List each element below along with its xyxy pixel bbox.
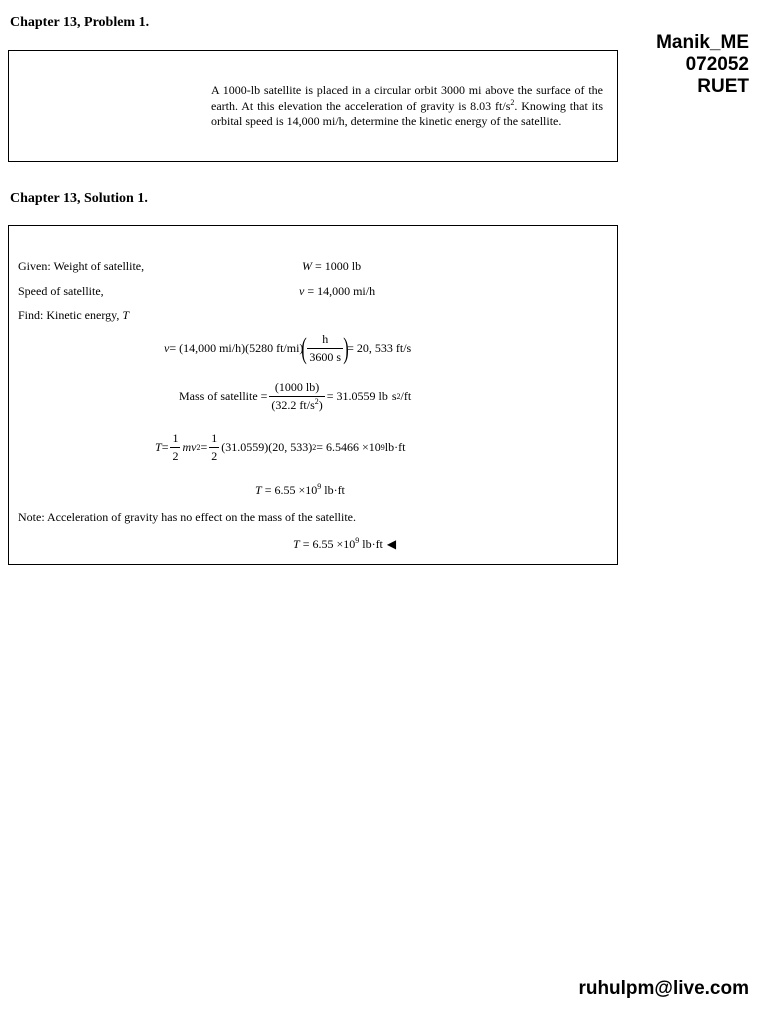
speed-value: v = 14,000 mi/h	[299, 284, 376, 298]
speed-label: Speed of satellite,	[18, 284, 104, 298]
solution-heading: Chapter 13, Solution 1.	[10, 191, 148, 206]
author-roll: 072052	[685, 54, 749, 75]
author-name: Manik_ME	[656, 32, 749, 53]
answer-marker-icon: ◀	[386, 537, 397, 551]
given-weight-label: Given: Weight of satellite,	[18, 259, 145, 273]
final-answer: $T = 6.55 \times 10^9$ lb·ft ◀	[293, 536, 397, 551]
note-text: Note: Acceleration of gravity has no effect on the mass of the satellite.	[18, 510, 356, 524]
velocity-equation: v = (14,000 mi/h)(5280 ft/mi) ( $\frac{h}{3600 s}$ ) = 20, 533 ft/s	[164, 331, 412, 365]
find-label: Find: Kinetic energy, T	[18, 308, 130, 322]
mass-equation: Mass of satellite = $\frac{(1000 lb)}{(32.2 ft/s^2)}$ = 31.0559 lb s 2 /ft	[179, 380, 412, 412]
problem-box	[8, 50, 618, 162]
given-weight-value: W = 1000 lb	[302, 259, 362, 273]
problem-heading: Chapter 13, Problem 1.	[10, 15, 150, 30]
solution-box	[8, 225, 618, 565]
kinetic-energy-equation: T = $\frac{1}{2}$ mv 2 = $\frac{1}{2}$ (31.0559)(20, 533) 2 = 6.5466 ×10 9 lb·ft	[155, 431, 406, 463]
footer-email: ruhulpm@live.com	[578, 978, 749, 999]
author-block	[656, 32, 749, 98]
problem-statement: A 1000-lb satellite is placed in a circular orbit 3000 mi above the surface of the earth. At this elevation the acceleration of gravity is 8.03 $ft/s^2$. Knowing that its orbital speed is 14,000 mi/h, determine the kinetic energy of the satellite.	[211, 83, 604, 128]
author-institution: RUET	[697, 76, 749, 97]
kinetic-energy-result: $T = 6.55 \times 10^9$ lb·ft	[255, 482, 345, 497]
